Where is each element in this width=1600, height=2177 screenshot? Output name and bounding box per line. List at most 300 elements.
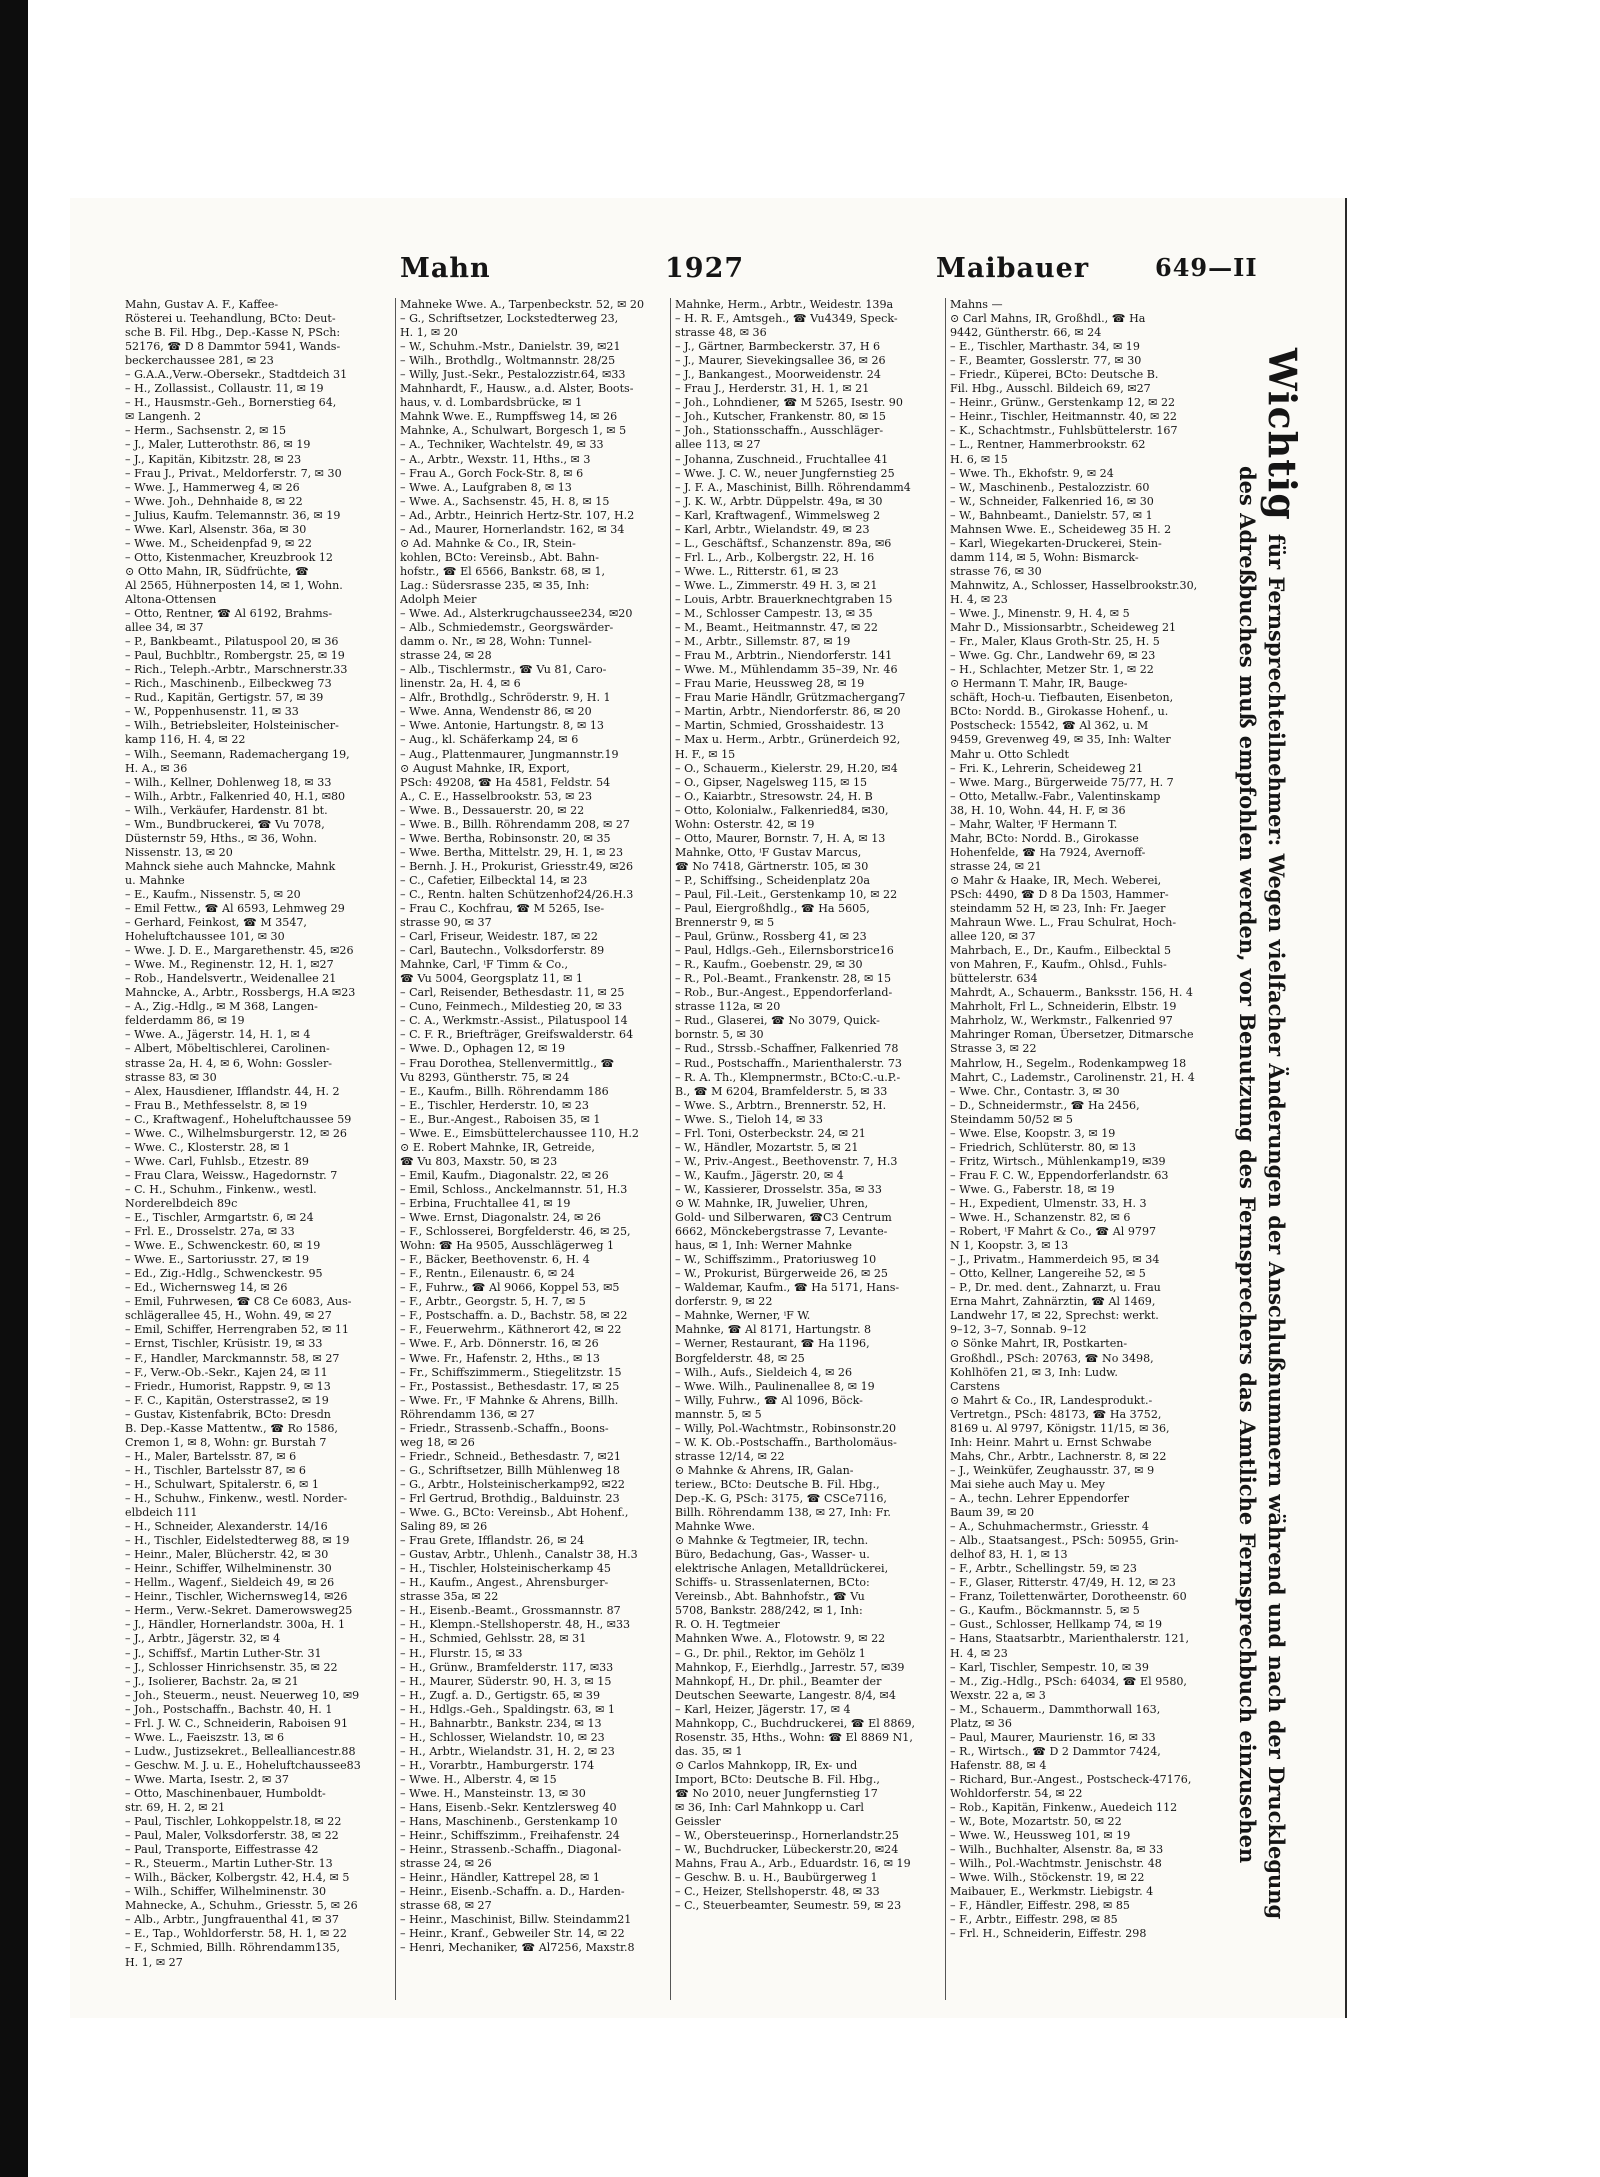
directory-line: 9442, Güntherstr. 66, ✉ 24	[950, 326, 1102, 340]
directory-line: linenstr. 2a, H. 4, ✉ 6	[400, 677, 521, 691]
directory-line: – Wwe. Marta, Isestr. 2, ✉ 37	[125, 1772, 289, 1786]
directory-line: – Wwe. E., Sartoriusstr. 27, ✉ 19	[125, 1253, 310, 1267]
directory-line: – F. C., Kapitän, Osterstrasse2, ✉ 19	[125, 1393, 329, 1407]
directory-line: strasse 35a, ✉ 22	[400, 1590, 499, 1604]
directory-line: – J., Weinküfer, Zeughausstr. 37, ✉ 9	[950, 1463, 1155, 1477]
directory-line: schäft, Hoch-u. Tiefbauten, Eisenbeton,	[950, 691, 1174, 705]
directory-line: – Paul, Buchbltr., Rombergstr. 25, ✉ 19	[125, 649, 345, 663]
directory-line: – Joh., Steuerm., neust. Neuerweg 10, ✉9	[125, 1688, 360, 1702]
directory-line: Mahnkop, F., Eierhdlg., Jarrestr. 57, ✉39	[675, 1660, 905, 1674]
directory-line: – H., Schlosser, Wielandstr. 10, ✉ 23	[400, 1730, 605, 1744]
directory-line: – G., Schriftsetzer, Lockstedterweg 23,	[400, 312, 619, 326]
directory-line: ⊙ Mahnke & Ahrens, IR, Galan-	[675, 1463, 854, 1477]
directory-line: ⊙ Hermann T. Mahr, IR, Bauge-	[950, 677, 1128, 691]
directory-line: – Wwe. Karl, Alsenstr. 36a, ✉ 30	[125, 522, 307, 536]
directory-line: – Frau Marie Händlr, Grützmachergang7	[675, 691, 906, 705]
directory-line: – P., Bankbeamt., Pilatuspool 20, ✉ 36	[125, 635, 339, 649]
directory-line: – H., Schmied, Gehlsstr. 28, ✉ 31	[400, 1632, 587, 1646]
directory-line: – Wwe. M., Reginenstr. 12, H. 1, ✉27	[125, 958, 334, 972]
directory-line: – F., Beamter, Gosslerstr. 77, ✉ 30	[950, 354, 1142, 368]
directory-line: – Robert, ⁱF Mahrt & Co., ☎ Al 9797	[950, 1225, 1157, 1239]
directory-line: – W., Buchdrucker, Lübeckerstr.20, ✉24	[675, 1843, 899, 1857]
directory-line: – Heinr., Schiffer, Wilhelminenstr. 30	[125, 1562, 332, 1576]
directory-line: – J., Schlosser Hinrichsenstr. 35, ✉ 22	[125, 1660, 338, 1674]
directory-line: – W., Händler, Mozartstr. 5, ✉ 21	[675, 1140, 859, 1154]
directory-line: strasse 90, ✉ 37	[400, 916, 492, 930]
directory-line: – Rud., Strssb.-Schaffner, Falkenried 78	[675, 1042, 899, 1056]
directory-line: Mahn, Gustav A. F., Kaffee-	[125, 298, 279, 311]
directory-line: – W., Kassierer, Drosselstr. 35a, ✉ 33	[675, 1182, 882, 1196]
directory-line: – H., Schneider, Alexanderstr. 14/16	[125, 1520, 328, 1534]
directory-line: – D., Schneidermstr., ☎ Ha 2456,	[950, 1098, 1140, 1112]
directory-line: – Geschw. M. J. u. E., Hoheluftchaussee83	[125, 1758, 361, 1772]
directory-line: B., ☎ M 6204, Bramfelderstr. 5, ✉ 33	[675, 1084, 888, 1098]
directory-line: Hohenfelde, ☎ Ha 7924, Avernoff-	[950, 845, 1146, 859]
directory-line: – Wilh., Brothdlg., Woltmannstr. 28/25	[400, 354, 616, 368]
directory-line: – Herm., Sachsenstr. 2, ✉ 15	[125, 424, 287, 438]
directory-line: allee 113, ✉ 27	[675, 438, 761, 452]
directory-line: – Emil, Schiffer, Herrengraben 52, ✉ 11	[125, 1323, 349, 1337]
directory-line: – Wwe. S., Arbtrn., Brennerstr. 52, H.	[675, 1098, 887, 1112]
directory-line: – Frau M., Arbtrin., Niendorferstr. 141	[675, 649, 893, 663]
directory-line: Hoheluftchaussee 101, ✉ 30	[125, 930, 285, 944]
directory-line: strasse 12/14, ✉ 22	[675, 1449, 785, 1463]
directory-line: – Paul, Maler, Volksdorferstr. 38, ✉ 22	[125, 1829, 339, 1843]
directory-line: – Wwe. Marg., Bürgerweide 75/77, H. 7	[950, 775, 1174, 789]
directory-line: – G., Kaufm., Böckmannstr. 5, ✉ 5	[950, 1604, 1140, 1618]
directory-line: weg 18, ✉ 26	[400, 1435, 475, 1449]
directory-line: Mahs, Chr., Arbtr., Lachnerstr. 8, ✉ 22	[950, 1449, 1167, 1463]
directory-line: – J., Gärtner, Barmbeckerstr. 37, H 6	[675, 340, 881, 354]
directory-line: 52176, ☎ D 8 Dammtor 5941, Wands-	[125, 340, 341, 354]
directory-line: – Heinr., Tischler, Heitmannstr. 40, ✉ 22	[950, 410, 1177, 424]
directory-line: – Wilh., Pol.-Wachtmstr. Jenischstr. 48	[950, 1857, 1162, 1871]
directory-line: – Martin, Arbtr., Niendorferstr. 86, ✉ 20	[675, 705, 901, 719]
directory-line: – Frau B., Methfesselstr. 8, ✉ 19	[125, 1098, 308, 1112]
directory-line: – E., Tischler, Armgartstr. 6, ✉ 24	[125, 1211, 314, 1225]
directory-line: – Ad., Maurer, Hornerlandstr. 162, ✉ 34	[400, 522, 625, 536]
directory-line: – Frau Dorothea, Stellenvermittlg., ☎	[400, 1056, 615, 1070]
directory-line: – J. F. A., Maschinist, Billh. Röhrendamm4	[675, 480, 911, 494]
directory-line: – A., techn. Lehrer Eppendorfer	[950, 1491, 1130, 1505]
directory-line: – Heinr., Händler, Kattrepel 28, ✉ 1	[400, 1871, 600, 1885]
directory-line: Mahnkopf, H., Dr. phil., Beamter der	[675, 1674, 882, 1688]
directory-line: Geissler	[675, 1815, 721, 1829]
directory-line: Mahnke, A., Schulwart, Borgesch 1, ✉ 5	[400, 424, 627, 438]
directory-line: – Wwe. M., Mühlendamm 35–39, Nr. 46	[675, 663, 898, 677]
directory-line: – Rob., Handelsvertr., Weidenallee 21	[125, 972, 337, 986]
directory-line: schlägerallee 45, H., Wohn. 49, ✉ 27	[125, 1309, 332, 1323]
directory-line: ⊙ Mahnke & Tegtmeier, IR, techn.	[675, 1534, 869, 1548]
directory-line: – Wwe. Ad., Alsterkrugchaussee234, ✉20	[400, 607, 633, 621]
directory-line: 9–12, 3–7, Sonnab. 9–12	[950, 1323, 1087, 1337]
directory-line: – G.A.A.,Verw.-Obersekr., Stadtdeich 31	[125, 368, 348, 382]
directory-line: – Willy, Fuhrw., ☎ Al 1096, Böck-	[675, 1393, 863, 1407]
directory-line: – J., Kapitän, Kibitzstr. 28, ✉ 23	[125, 452, 302, 466]
directory-line: Mahnck siehe auch Mahncke, Mahnk	[125, 859, 336, 873]
directory-line: – F., Arbtr., Schellingstr. 59, ✉ 23	[950, 1562, 1137, 1576]
directory-line: – A., Zig.-Hdlg., ✉ M 368, Langen-	[125, 1000, 318, 1014]
directory-line: PSch: 49208, ☎ Ha 4581, Feldstr. 54	[400, 775, 611, 789]
directory-line: Mahnke, Otto, ⁱF Gustav Marcus,	[675, 845, 862, 859]
directory-line: hofstr., ☎ El 6566, Bankstr. 68, ✉ 1,	[400, 564, 606, 578]
directory-line: – H., Eisenb.-Beamt., Grossmannstr. 87	[400, 1604, 621, 1618]
directory-line: Mahrholt, Frl L., Schneiderin, Elbstr. 19	[950, 1000, 1177, 1014]
directory-line: – M., Beamt., Heitmannstr. 47, ✉ 22	[675, 621, 878, 635]
directory-line: – F., Händler, Eiffestr. 298, ✉ 85	[950, 1899, 1130, 1913]
directory-line: – Wwe. Carl, Fuhlsb., Etzestr. 89	[125, 1154, 309, 1168]
directory-line: – Ad., Arbtr., Heinrich Hertz-Str. 107, H.2	[400, 508, 635, 522]
directory-line: – Emil, Fuhrwesen, ☎ C8 Ce 6083, Aus-	[125, 1295, 352, 1309]
directory-line: ⊙ Mahr & Haake, IR, Mech. Weberei,	[950, 873, 1162, 887]
directory-line: H. 4, ✉ 23	[950, 592, 1008, 606]
directory-line: – F., Handler, Marckmannstr. 58, ✉ 27	[125, 1351, 340, 1365]
directory-line: – Cuno, Feinmech., Mildestieg 20, ✉ 33	[400, 1000, 623, 1014]
directory-line: – Fr., Maler, Klaus Groth-Str. 25, H. 5	[950, 635, 1160, 649]
directory-line: Baum 39, ✉ 20	[950, 1506, 1035, 1520]
directory-line: – Emil, Schloss., Anckelmannstr. 51, H.3	[400, 1182, 628, 1196]
directory-line: – Wwe. J., Hammerweg 4, ✉ 26	[125, 480, 300, 494]
header-year: 1927	[665, 253, 745, 284]
directory-line: 8169 u. Al 9797, Königstr. 11/15, ✉ 36,	[950, 1421, 1170, 1435]
directory-line: – H., Tischler, Bartelsstr 87, ✉ 6	[125, 1463, 306, 1477]
directory-line: – Wwe. E., Eimsbüttelerchaussee 110, H.2	[400, 1126, 639, 1140]
directory-line: – F., Glaser, Ritterstr. 47/49, H. 12, ✉ 23	[950, 1576, 1176, 1590]
directory-line: – C., Rentn. halten Schützenhof24/26.H.3	[400, 887, 634, 901]
directory-line: – Otto, Metallw.-Fabr., Valentinskamp	[950, 789, 1161, 803]
directory-line: – Hans, Maschinenb., Gerstenkamp 10	[400, 1815, 618, 1829]
directory-line: – Heinr., Strassenb.-Schaffn., Diagonal-	[400, 1843, 622, 1857]
directory-line: – Wilh., Verkäufer, Hardenstr. 81 bt.	[125, 803, 328, 817]
directory-line: – Frl. H., Schneiderin, Eiffestr. 298	[950, 1927, 1147, 1941]
directory-line: – H., Schulwart, Spitalerstr. 6, ✉ 1	[125, 1477, 319, 1491]
directory-line: Brennerstr 9, ✉ 5	[675, 916, 775, 930]
directory-line: – Wwe. J. D. E., Margarethenstr. 45, ✉26	[125, 944, 354, 958]
directory-line: – Wwe. H., Schanzenstr. 82, ✉ 6	[950, 1211, 1131, 1225]
directory-line: – Wwe. L., Faeiszstr. 13, ✉ 6	[125, 1730, 285, 1744]
directory-line: – K., Schachtmstr., Fuhlsbüttelerstr. 167	[950, 424, 1178, 438]
directory-line: H. 1, ✉ 27	[125, 1955, 183, 1969]
directory-line: – Gerhard, Feinkost, ☎ M 3547,	[125, 916, 307, 930]
directory-line: – Willy, Just.-Sekr., Pestalozzistr.64, ✉33	[400, 368, 626, 382]
directory-line: – Wwe. Wilh., Stöckenstr. 19, ✉ 22	[950, 1871, 1145, 1885]
directory-line: – Werner, Restaurant, ☎ Ha 1196,	[675, 1337, 870, 1351]
directory-line: Postscheck: 15542, ☎ Al 362, u. M	[950, 719, 1149, 733]
directory-line: Mahneke Wwe. A., Tarpenbeckstr. 52, ✉ 20	[400, 298, 645, 311]
directory-line: Mahnk Wwe. E., Rumpffsweg 14, ✉ 26	[400, 410, 618, 424]
directory-line: – Wilh., Buchhalter, Alsenstr. 8a, ✉ 33	[950, 1843, 1164, 1857]
directory-line: u. Mahnke	[125, 873, 185, 887]
directory-line: – Aug., kl. Schäferkamp 24, ✉ 6	[400, 733, 579, 747]
directory-line: – Richard, Bur.-Angest., Postscheck-47176,	[950, 1772, 1192, 1786]
directory-line: – H., Tischler, Holsteinischerkamp 45	[400, 1562, 611, 1576]
directory-line: – Wwe. Chr., Contastr. 3, ✉ 30	[950, 1084, 1120, 1098]
directory-line: – Mahnke, Werner, ⁱF W.	[675, 1309, 811, 1323]
directory-line: – Wm., Bundbruckerei, ☎ Vu 7078,	[125, 817, 325, 831]
directory-line: – Ed., Wichernsweg 14, ✉ 26	[125, 1281, 288, 1295]
directory-line: ⊙ Mahrt & Co., IR, Landesprodukt.-	[950, 1393, 1153, 1407]
directory-line: – O., Kaiarbtr., Stresowstr. 24, H. B	[675, 789, 873, 803]
directory-line: Hafenstr. 88, ✉ 4	[950, 1758, 1047, 1772]
directory-line: – Frl Gertrud, Brothdig., Balduinstr. 23	[400, 1491, 620, 1505]
directory-line: Saling 89, ✉ 26	[400, 1520, 488, 1534]
directory-line: – Louis, Arbtr. Brauerknechtgraben 15	[675, 592, 893, 606]
directory-line: Vu 8293, Güntherstr. 75, ✉ 24	[400, 1070, 570, 1084]
directory-line: allee 120, ✉ 37	[950, 930, 1036, 944]
directory-line: – Emil, Kaufm., Diagonalstr. 22, ✉ 26	[400, 1168, 609, 1182]
directory-line: – Rud., Glaserei, ☎ No 3079, Quick-	[675, 1014, 880, 1028]
directory-line: strasse 112a, ✉ 20	[675, 1000, 781, 1014]
directory-line: – Frl. E., Drosselstr. 27a, ✉ 33	[125, 1225, 295, 1239]
directory-line: – Wwe. Ernst, Diagonalstr. 24, ✉ 26	[400, 1211, 601, 1225]
directory-line: Altona-Ottensen	[125, 592, 217, 606]
directory-line: – H., Zugf. a. D., Gertigstr. 65, ✉ 39	[400, 1688, 601, 1702]
directory-line: – Carl, Bautechn., Volksdorferstr. 89	[400, 944, 605, 958]
directory-line: – Karl, Heizer, Jägerstr. 17, ✉ 4	[675, 1702, 851, 1716]
directory-line: damm 114, ✉ 5, Wohn: Bismarck-	[950, 550, 1139, 564]
directory-line: – W., Priv.-Angest., Beethovenstr. 7, H.3	[675, 1154, 898, 1168]
directory-line: – Frau Grete, Ifflandstr. 26, ✉ 24	[400, 1534, 585, 1548]
directory-line: elbdeich 111	[125, 1506, 198, 1520]
directory-line: – H., Maler, Bartelsstr. 87, ✉ 6	[125, 1449, 297, 1463]
directory-line: – J., Maler, Lutterothstr. 86, ✉ 19	[125, 438, 311, 452]
directory-line: – Wwe. M., Scheidenpfad 9, ✉ 22	[125, 536, 312, 550]
directory-line: – H., Hausmstr.-Geh., Bornerstieg 64,	[125, 396, 337, 410]
directory-line: – J., Privatm., Hammerdeich 95, ✉ 34	[950, 1253, 1160, 1267]
directory-line: – H., Klempn.-Stellshoperstr. 48, H., ✉33	[400, 1618, 631, 1632]
directory-line: – Friedr., Strassenb.-Schaffn., Boons-	[400, 1421, 609, 1435]
directory-line: – Frl. Toni, Osterbeckstr. 24, ✉ 21	[675, 1126, 866, 1140]
directory-line: PSch: 4490, ☎ D 8 Da 1503, Hammer-	[950, 887, 1169, 901]
directory-line: ⊙ Ad. Mahnke & Co., IR, Stein-	[400, 536, 576, 550]
directory-line: – W., Schuhm.-Mstr., Danielstr. 39, ✉21	[400, 340, 621, 354]
page-number: 649—II	[1155, 253, 1258, 282]
directory-line: – E., Tischler, Herderstr. 10, ✉ 23	[400, 1098, 589, 1112]
directory-line: – A., Arbtr., Wexstr. 11, Hths., ✉ 3	[400, 452, 591, 466]
directory-line: – Joh., Kutscher, Frankenstr. 80, ✉ 15	[675, 410, 886, 424]
directory-line: – Rich., Teleph.-Arbtr., Marschnerstr.33	[125, 663, 348, 677]
directory-line: – M., Schlosser Campestr. 13, ✉ 35	[675, 607, 873, 621]
directory-line: – Heinr., Maler, Blücherstr. 42, ✉ 30	[125, 1548, 329, 1562]
directory-line: – Otto, Kellner, Langereihe 52, ✉ 5	[950, 1267, 1146, 1281]
directory-line: Dep.-K. G, PSch: 3175, ☎ CSCe7116,	[675, 1491, 887, 1505]
directory-line: – Heinr., Grünw., Gerstenkamp 12, ✉ 22	[950, 396, 1176, 410]
directory-line: – Wwe. Wilh., Paulinenallee 8, ✉ 19	[675, 1379, 875, 1393]
directory-line: – Gust., Schlosser, Hellkamp 74, ✉ 19	[950, 1618, 1163, 1632]
directory-line: Mahringer Roman, Übersetzer, Ditmarsche	[950, 1028, 1194, 1042]
header-first-entry: Mahn	[400, 253, 491, 284]
column-2	[400, 298, 668, 1956]
directory-line: – Wwe. B., Dessauerstr. 20, ✉ 22	[400, 803, 585, 817]
directory-line: sche B. Fil. Hbg., Dep.-Kasse N, PSch:	[125, 326, 341, 340]
directory-line: ⊙ Carl Mahns, IR, Großhdl., ☎ Ha	[950, 312, 1146, 326]
directory-line: bornstr. 5, ✉ 30	[675, 1028, 764, 1042]
directory-line: – H., Flurstr. 15, ✉ 33	[400, 1646, 523, 1660]
directory-line: – L., Geschäftsf., Schanzenstr. 89a, ✉6	[675, 536, 892, 550]
directory-line: kohlen, BCto: Vereinsb., Abt. Bahn-	[400, 550, 600, 564]
directory-line: – C., Steuerbeamter, Seumestr. 59, ✉ 23	[675, 1899, 902, 1913]
directory-line: – Willy, Pol.-Wachtmstr., Robinsonstr.20	[675, 1421, 897, 1435]
directory-line: Mahnke, Carl, ⁱF Timm & Co.,	[400, 958, 569, 972]
directory-line: – Erbina, Fruchtallee 41, ✉ 19	[400, 1197, 571, 1210]
directory-line: – H. R. F., Amtsgeh., ☎ Vu4349, Speck-	[675, 312, 898, 326]
directory-line: Büro, Bedachung, Gas-, Wasser- u.	[675, 1548, 870, 1562]
directory-line: Carstens	[950, 1379, 1000, 1393]
directory-line: – Franz, Toilettenwärter, Dorotheenstr. 60	[950, 1590, 1187, 1604]
directory-line: – Carl, Friseur, Weidestr. 187, ✉ 22	[400, 930, 598, 944]
directory-line: teriew., BCto: Deutsche B. Fil. Hbg.,	[675, 1477, 880, 1491]
directory-line: Mahr D., Missionsarbtr., Scheideweg 21	[950, 621, 1177, 635]
directory-line: – Wwe. J. C. W., neuer Jungfernstieg 25	[675, 466, 895, 480]
directory-line: – Wwe. L., Ritterstr. 61, ✉ 23	[675, 564, 839, 578]
directory-line: – Friedr., Schneid., Bethesdastr. 7, ✉21	[400, 1449, 621, 1463]
directory-line: strasse 48, ✉ 36	[675, 326, 767, 340]
directory-line: – Rud., Kapitän, Gertigstr. 57, ✉ 39	[125, 691, 324, 705]
directory-line: – Wwe. A., Laufgraben 8, ✉ 13	[400, 480, 572, 494]
directory-line: – F., Rentn., Eilenaustr. 6, ✉ 24	[400, 1267, 575, 1281]
directory-line: – G., Dr. phil., Rektor, im Gehölz 1	[675, 1646, 866, 1660]
directory-line: Import, BCto: Deutsche B. Fil. Hbg.,	[675, 1772, 880, 1786]
directory-line: – E., Tischler, Marthastr. 34, ✉ 19	[950, 340, 1140, 354]
directory-line: – Gustav, Arbtr., Uhlenh., Canalstr 38, H.3	[400, 1548, 638, 1562]
directory-line: – O., Gipser, Nagelsweg 115, ✉ 15	[675, 775, 868, 789]
directory-line: – Wwe. W., Heussweg 101, ✉ 19	[950, 1829, 1131, 1843]
directory-line: – F., Bäcker, Beethovenstr. 6, H. 4	[400, 1253, 590, 1267]
directory-line: – Paul, Grünw., Rossberg 41, ✉ 23	[675, 930, 867, 944]
directory-line: – Wilh., Aufs., Sieldeich 4, ✉ 26	[675, 1365, 853, 1379]
directory-line: Vertretgn., PSch: 48173, ☎ Ha 3752,	[950, 1407, 1162, 1421]
directory-line: – Paul, Maurer, Maurienstr. 16, ✉ 33	[950, 1730, 1156, 1744]
directory-line: Mahrt, C., Lademstr., Carolinenstr. 21, H. 4	[950, 1070, 1195, 1084]
directory-line: – W., Prokurist, Bürgerweide 26, ✉ 25	[675, 1267, 888, 1281]
directory-page	[70, 198, 1347, 2018]
directory-line: Mahnhardt, F., Hausw., a.d. Alster, Boots-	[400, 382, 634, 396]
directory-line: H. F., ✉ 15	[675, 747, 736, 761]
directory-line: – Alb., Schmiedemstr., Georgswärder-	[400, 621, 614, 635]
directory-line: – Heinr., Maschinist, Billw. Steindamm21	[400, 1913, 632, 1927]
directory-line: strasse 83, ✉ 30	[125, 1070, 217, 1084]
directory-line: – Wwe. H., Mansteinstr. 13, ✉ 30	[400, 1786, 586, 1800]
directory-line: – J. K. W., Arbtr. Düppelstr. 49a, ✉ 30	[675, 494, 883, 508]
directory-line: – Alb., Tischlermstr., ☎ Vu 81, Caro-	[400, 663, 607, 677]
directory-line: – Karl, Arbtr., Wielandstr. 49, ✉ 23	[675, 522, 870, 536]
directory-line: – Wwe. A., Jägerstr. 14, H. 1, ✉ 4	[125, 1028, 311, 1042]
directory-line: – Wilh., Bäcker, Kolbergstr. 42, H.4, ✉ 5	[125, 1871, 350, 1885]
directory-line: Mahnken Wwe. A., Flotowstr. 9, ✉ 22	[675, 1632, 886, 1646]
directory-line: – J., Bankangest., Moorweidenstr. 24	[675, 368, 881, 382]
directory-line: Adolph Meier	[400, 592, 477, 606]
directory-line: – Rud., Postschaffn., Marienthalerstr. 73	[675, 1056, 902, 1070]
directory-line: – H., Schuhw., Finkenw., westl. Norder-	[125, 1491, 348, 1505]
directory-line: ⊙ W. Mahnke, IR, Juwelier, Uhren,	[675, 1197, 869, 1210]
directory-line: – W., Bote, Mozartstr. 50, ✉ 22	[950, 1815, 1122, 1829]
directory-line: – Otto, Rentner, ☎ Al 6192, Brahms-	[125, 607, 333, 621]
directory-line: kamp 116, H. 4, ✉ 22	[125, 733, 246, 747]
directory-line: strasse 24, ✉ 26	[400, 1857, 492, 1871]
directory-line: Mahrlow, H., Segelm., Rodenkampweg 18	[950, 1056, 1187, 1070]
directory-line: R. O. H. Tegtmeier	[675, 1618, 780, 1632]
directory-line: Mahrbach, E., Dr., Kaufm., Eilbecktal 5	[950, 944, 1172, 958]
side-notice	[1230, 338, 1310, 1998]
directory-line: – Otto, Kolonialw., Falkenried84, ✉30,	[675, 803, 889, 817]
directory-line: ✉ 36, Inh: Carl Mahnkopp u. Carl	[675, 1801, 864, 1815]
header-last-entry: Maibauer	[936, 253, 1090, 284]
directory-line: – J., Maurer, Sievekingsallee 36, ✉ 26	[675, 354, 886, 368]
directory-line: – Rob., Bur.-Angest., Eppendorferland-	[675, 986, 893, 1000]
directory-line: – J., Schiffsf., Martin Luther-Str. 31	[125, 1646, 322, 1660]
directory-line: ✉ Langenh. 2	[125, 410, 202, 424]
column-divider	[670, 298, 671, 2000]
directory-line: – Wwe. D., Ophagen 12, ✉ 19	[400, 1042, 566, 1056]
directory-line: Vereinsb., Abt. Bahnhofstr., ☎ Vu	[675, 1590, 865, 1604]
directory-line: – Friedr., Humorist, Rappstr. 9, ✉ 13	[125, 1379, 331, 1393]
directory-line: H. 1, ✉ 20	[400, 326, 458, 340]
directory-line: – Max u. Herm., Arbtr., Grünerdeich 92,	[675, 733, 901, 747]
directory-line: – H., Hdlgs.-Geh., Spaldingstr. 63, ✉ 1	[400, 1702, 615, 1716]
directory-line: – Frau Marie, Heussweg 28, ✉ 19	[675, 677, 865, 691]
directory-line: – Wwe. Bertha, Mittelstr. 29, H. 1, ✉ 23	[400, 845, 624, 859]
directory-line: – Alfr., Brothdlg., Schröderstr. 9, H. 1	[400, 691, 611, 705]
directory-line: ⊙ August Mahnke, IR, Export,	[400, 761, 570, 775]
directory-line: – Wwe. Bertha, Robinsonstr. 20, ✉ 35	[400, 831, 611, 845]
directory-line: – C. A., Werkmstr.-Assist., Pilatuspool 14	[400, 1014, 628, 1028]
directory-line: – Wwe. L., Zimmerstr. 49 H. 3, ✉ 21	[675, 578, 878, 592]
directory-line: – Ludw., Justizsekret., Bellealliancestr.88	[125, 1744, 356, 1758]
directory-line: strasse 76, ✉ 30	[950, 564, 1042, 578]
column-1	[125, 298, 393, 1970]
directory-line: Lag.: Südersrasse 235, ✉ 35, Inh:	[400, 578, 590, 592]
directory-line: – A., Schuhmachermstr., Griesstr. 4	[950, 1520, 1149, 1534]
directory-line: Fil. Hbg., Ausschl. Bildeich 69, ✉27	[950, 382, 1151, 396]
directory-line: strasse 24, ✉ 28	[400, 649, 492, 663]
directory-line: Mahnecke, A., Schuhm., Griesstr. 5, ✉ 26	[125, 1899, 358, 1913]
directory-line: Wohldorferstr. 54, ✉ 22	[950, 1786, 1083, 1800]
directory-line: – W., Schneider, Falkenried 16, ✉ 30	[950, 494, 1154, 508]
directory-line: Düsternstr 59, Hths., ✉ 36, Wohn.	[125, 831, 318, 845]
directory-line: – Heinr., Tischler, Wichernsweg14, ✉26	[125, 1590, 348, 1604]
directory-line: – G., Arbtr., Holsteinischerkamp92, ✉22	[400, 1477, 625, 1491]
directory-line: Mahnke Wwe.	[675, 1520, 756, 1534]
directory-line: – Wilh., Seemann, Rademachergang 19,	[125, 747, 350, 761]
directory-line: Erna Mahrt, Zahnärztin, ☎ Al 1469,	[950, 1295, 1156, 1309]
directory-line: – Herm., Verw.-Sekret. Damerowsweg25	[125, 1604, 353, 1618]
directory-line: – W. K. Ob.-Postschaffn., Bartholomäus-	[675, 1435, 897, 1449]
directory-line: – H., Zollassist., Collaustr. 11, ✉ 19	[125, 382, 324, 396]
directory-line: – Fritz, Wirtsch., Mühlenkamp19, ✉39	[950, 1154, 1166, 1168]
directory-line: – E., Kaufm., Billh. Röhrendamm 186	[400, 1084, 609, 1098]
directory-line: – H., Bahnarbtr., Bankstr. 234, ✉ 13	[400, 1716, 602, 1730]
directory-line: – Paul, Fil.-Leit., Gerstenkamp 10, ✉ 22	[675, 887, 898, 901]
directory-line: Mahraun Wwe. L., Frau Schulrat, Hoch-	[950, 916, 1177, 930]
directory-line: Schiffs- u. Strassenlaternen, BCto:	[675, 1576, 870, 1590]
directory-line: 6662, Mönckebergstrasse 7, Levante-	[675, 1225, 888, 1239]
directory-line: – Wwe. Joh., Dehnhaide 8, ✉ 22	[125, 494, 303, 508]
directory-line: Mahnke, Herm., Arbtr., Weidestr. 139a	[675, 298, 894, 311]
directory-line: – Frau F. C. W., Eppendorferlandstr. 63	[950, 1168, 1169, 1182]
directory-line: – Karl, Tischler, Sempestr. 10, ✉ 39	[950, 1660, 1149, 1674]
directory-line: haus, ✉ 1, Inh: Werner Mahnke	[675, 1239, 852, 1253]
directory-line: Mahncke, A., Arbtr., Rossbergs, H.A ✉23	[125, 986, 356, 1000]
directory-line: Mahrholz, W., Werkmstr., Falkenried 97	[950, 1014, 1173, 1028]
directory-line: – Frau J., Herderstr. 31, H. 1, ✉ 21	[675, 382, 870, 396]
directory-line: – Alb., Arbtr., Jungfrauenthal 41, ✉ 37	[125, 1913, 339, 1927]
directory-line: – H., Tischler, Eidelstedterweg 88, ✉ 19	[125, 1534, 350, 1548]
directory-line: Deutschen Seewarte, Langestr. 8/4, ✉4	[675, 1688, 896, 1702]
directory-line: – Paul, Transporte, Eiffestrasse 42	[125, 1843, 319, 1857]
directory-line: – J., Arbtr., Jägerstr. 32, ✉ 4	[125, 1632, 281, 1646]
directory-line: 5708, Bankstr. 288/242, ✉ 1, Inh:	[675, 1604, 863, 1618]
directory-line: – Rich., Maschinenb., Eilbeckweg 73	[125, 677, 332, 691]
